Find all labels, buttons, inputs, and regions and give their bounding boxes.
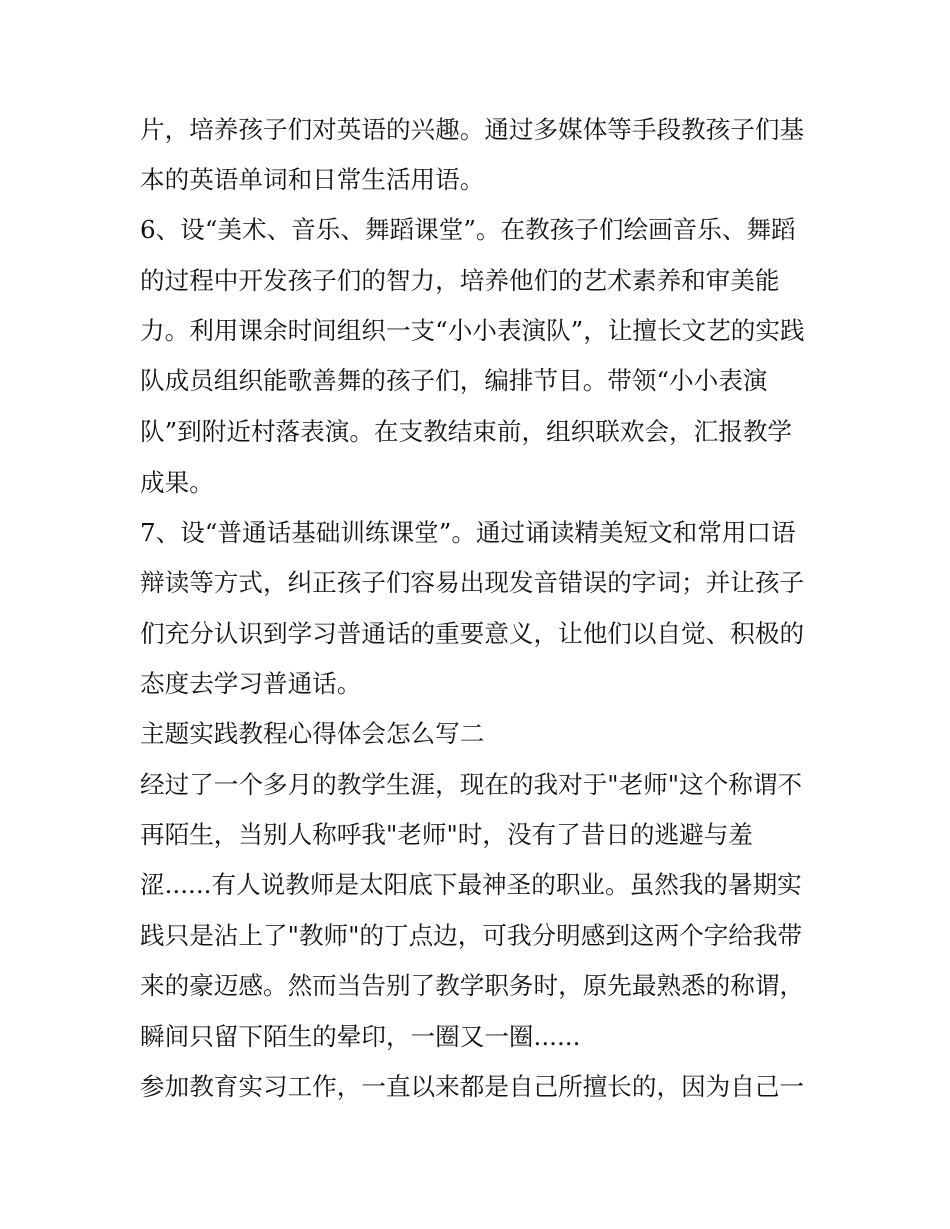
text-line-18: 来的豪迈感。然而当告别了教学职务时，原先最熟悉的称谓，: [140, 971, 805, 1000]
text-line-11: 们充分认识到学习普通话的重要意义，让他们以自觉、积极的: [140, 619, 805, 648]
text-line-7: 队”到附近村落表演。在支教结束前，组织联欢会，汇报教学: [140, 417, 793, 446]
text-line-5: 力。利用课余时间组织一支“小小表演队”，让擅长文艺的实践: [140, 316, 805, 345]
text-line-19: 瞬间只留下陌生的晕印，一圈又一圈......: [140, 1022, 581, 1051]
text-line-10: 辩读等方式，纠正孩子们容易出现发音错误的字词；并让孩子: [140, 568, 805, 597]
section-heading: 主题实践教程心得体会怎么写二: [140, 719, 485, 748]
text-line-9: 7、设“普通话基础训练课堂”。通过诵读精美短文和常用口语: [140, 518, 796, 547]
text-line-6: 队成员组织能歌善舞的孩子们，编排节目。带领“小小表演: [140, 366, 768, 395]
text-line-8: 成果。: [140, 468, 214, 497]
text-line-20: 参加教育实习工作，一直以来都是自己所擅长的，因为自己一: [140, 1072, 805, 1101]
text-line-14: 经过了一个多月的教学生涯，现在的我对于"老师"这个称谓不: [140, 770, 803, 799]
text-line-17: 践只是沾上了"教师"的丁点边，可我分明感到这两个字给我带: [140, 921, 803, 950]
text-line-16: 涩......有人说教师是太阳底下最神圣的职业。虽然我的暑期实: [140, 870, 802, 899]
text-line-12: 态度去学习普通话。: [140, 669, 362, 698]
text-line-15: 再陌生，当别人称呼我"老师"时，没有了昔日的逃避与羞: [140, 820, 753, 849]
text-line-1: 片，培养孩子们对英语的兴趣。通过多媒体等手段教孩子们基: [140, 115, 805, 144]
text-line-4: 的过程中开发孩子们的智力，培养他们的艺术素养和审美能: [140, 266, 780, 295]
text-line-3: 6、设“美术、音乐、舞蹈课堂”。在教孩子们绘画音乐、舞蹈: [140, 215, 796, 244]
text-line-2: 本的英语单词和日常生活用语。: [140, 165, 485, 194]
